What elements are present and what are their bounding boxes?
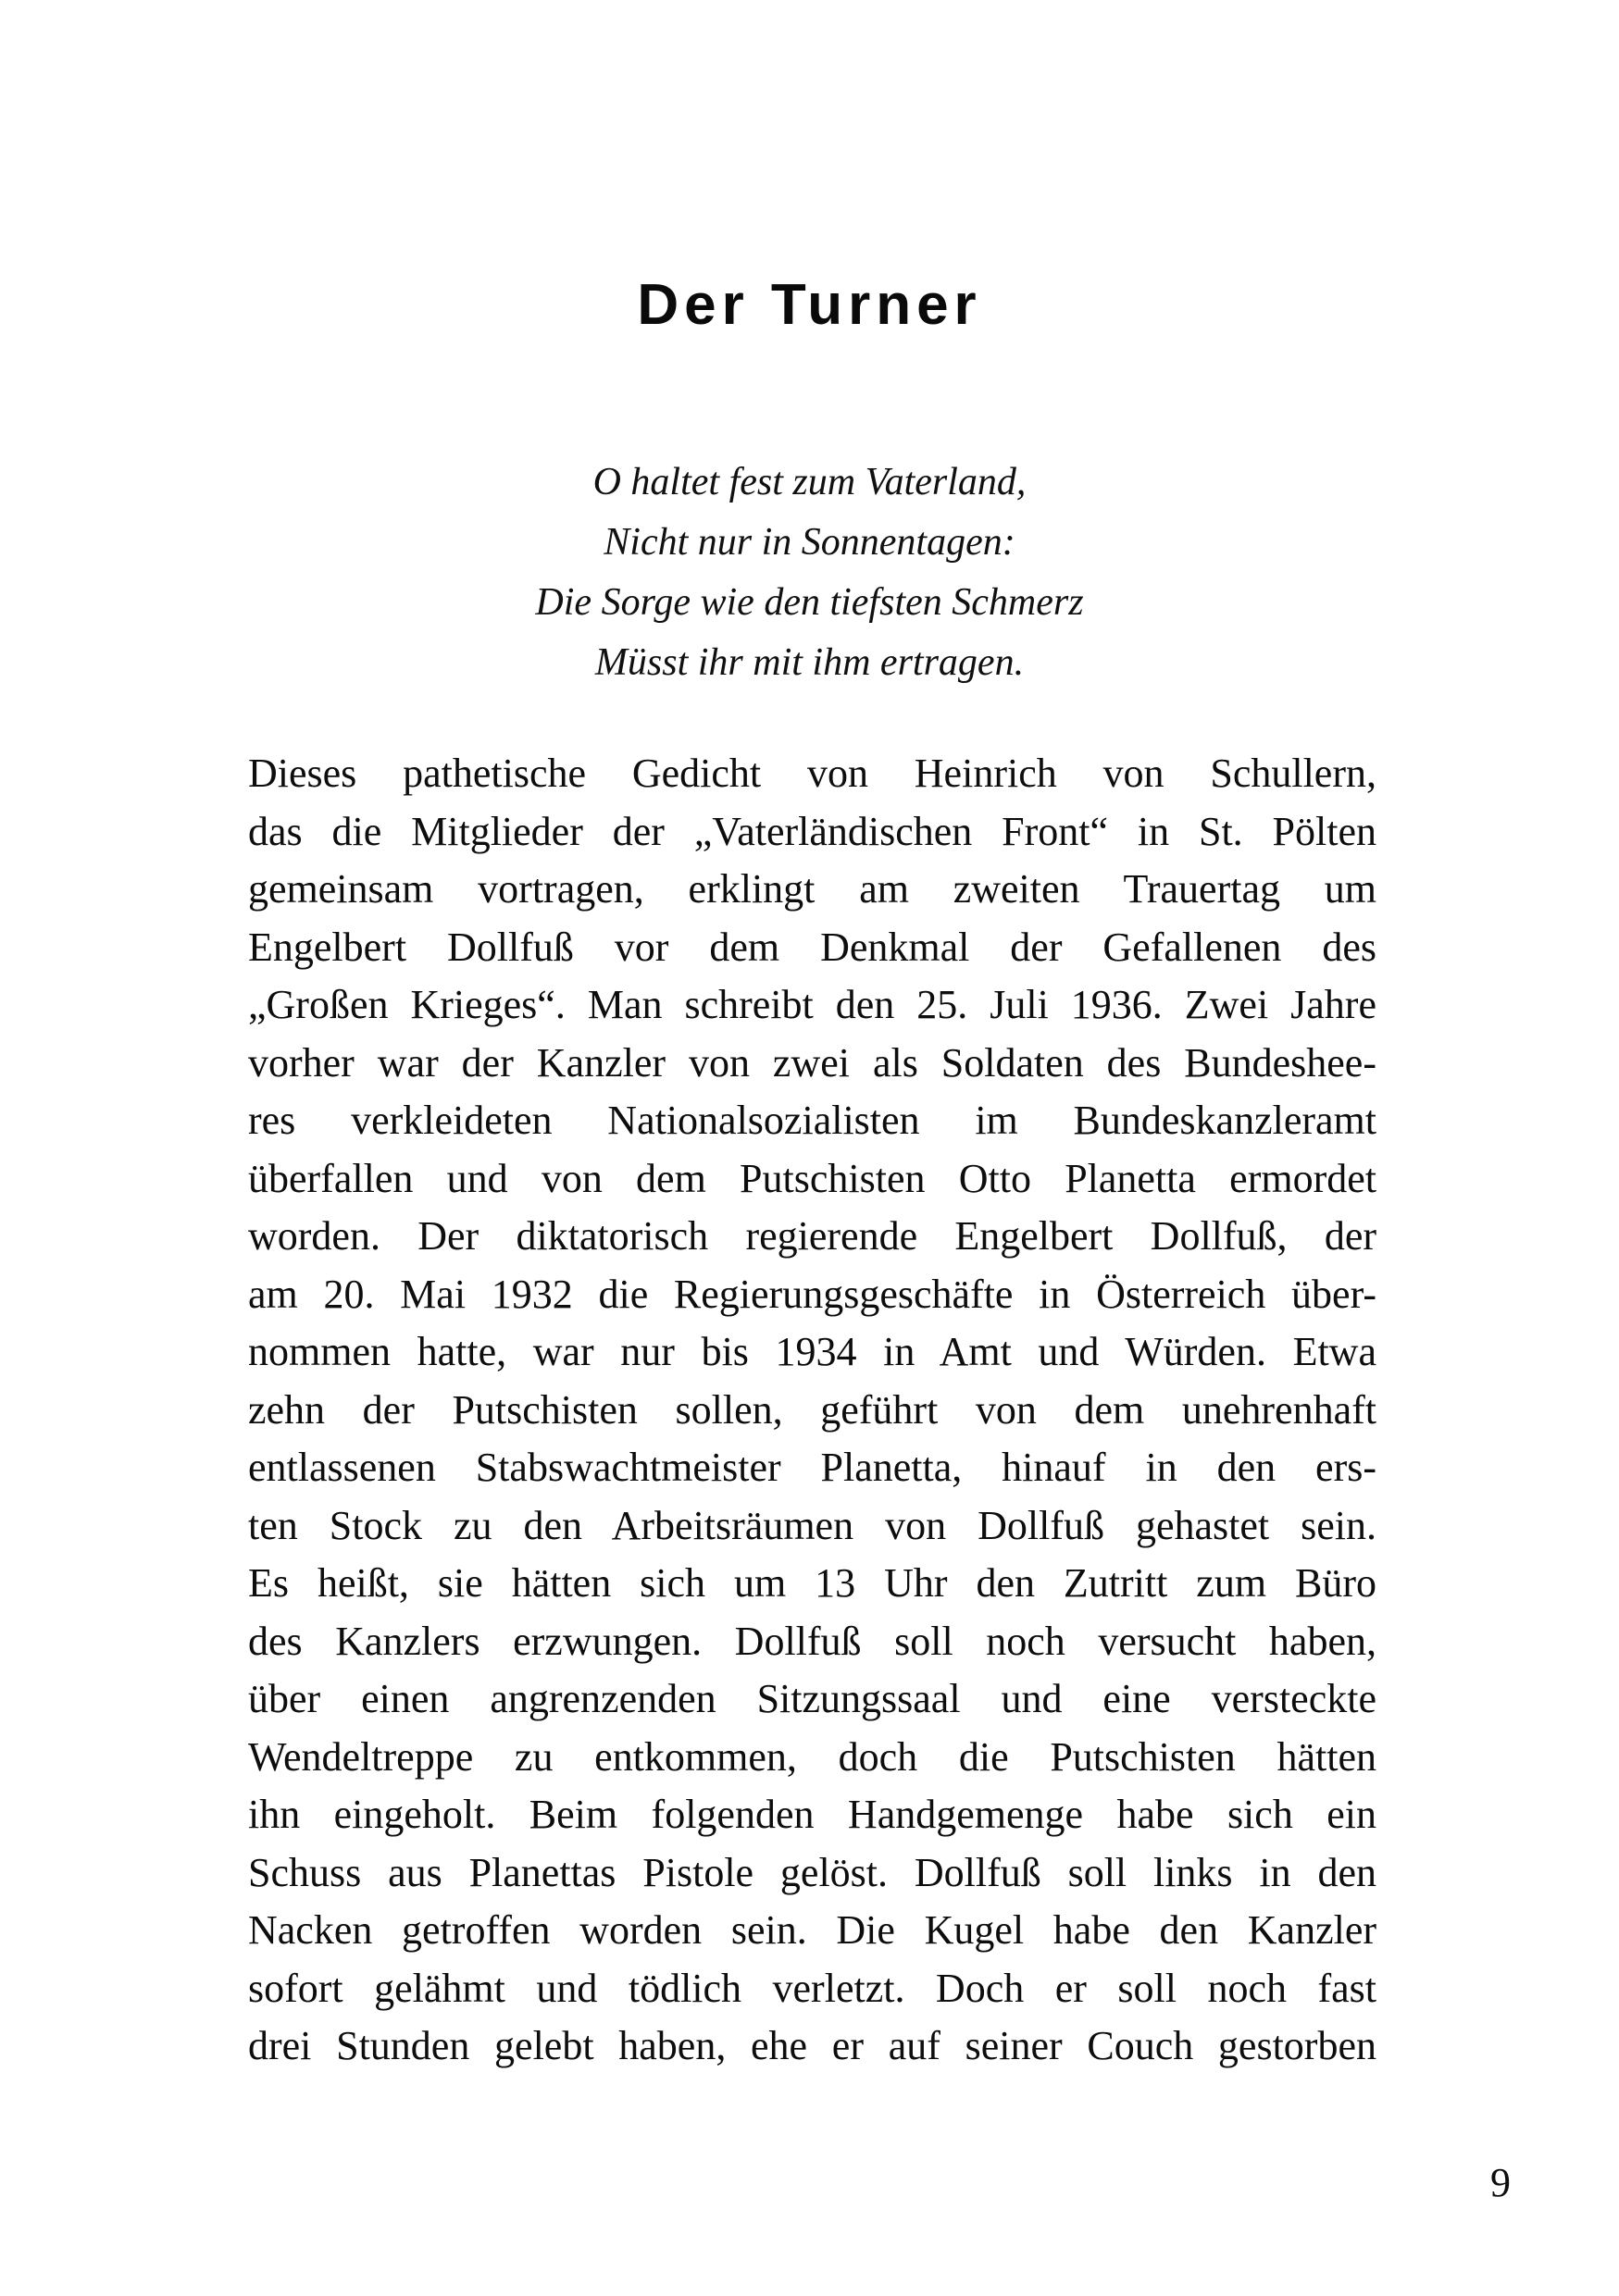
poem-line: Nicht nur in Sonnentagen: <box>604 521 1015 564</box>
body-line: drei Stunden gelebt haben, ehe er auf seiner Couch gestorben <box>248 2023 1376 2068</box>
body-line: das die Mitglieder der „Vaterländischen Front“ in St. Pölten <box>248 808 1376 854</box>
body-line: vorher war der Kanzler von zwei als Soldaten des Bundeshee- <box>248 1039 1376 1086</box>
poem-line: Müsst ihr mit ihm ertragen. <box>594 641 1025 684</box>
chapter-title: Der Turner <box>637 273 982 337</box>
body-line: res verkleideten Nationalsozialisten im Bundeskanzleramt <box>248 1098 1376 1143</box>
poem-line: Die Sorge wie den tiefsten Schmerz <box>535 581 1084 624</box>
body-line: „Großen Krieges“. Man schreibt den 25. Juli 1936. Zwei Jahre <box>248 982 1376 1027</box>
body-line: am 20. Mai 1932 die Regierungsgeschäfte in Österreich über- <box>248 1271 1376 1317</box>
body-line: über einen angrenzenden Sitzungssaal und eine versteckte <box>248 1676 1376 1721</box>
body-line: ten Stock zu den Arbeitsräumen von Dollfuß gehastet sein. <box>248 1502 1376 1548</box>
body-line: Wendeltreppe zu entkommen, doch die Putschisten hätten <box>248 1733 1376 1780</box>
body-line: überfallen und von dem Putschisten Otto Planetta ermordet <box>248 1155 1376 1201</box>
poem-line: O haltet fest zum Vaterland, <box>592 461 1027 503</box>
body-line: ihn eingeholt. Beim folgenden Handgemenge habe sich ein <box>248 1792 1376 1837</box>
body-line: zehn der Putschisten sollen, geführt von dem unehrenhaft <box>248 1386 1376 1433</box>
epigraph-poem <box>0 453 1619 693</box>
body-line: Engelbert Dollfuß vor dem Denkmal der Gefallenen des <box>248 924 1376 970</box>
body-paragraph <box>248 745 1376 2076</box>
body-line: nommen hatte, war nur bis 1934 in Amt und Würden. Etwa <box>248 1329 1376 1374</box>
body-line: Es heißt, sie hätten sich um 13 Uhr den Zutritt zum Büro <box>248 1560 1376 1606</box>
body-line: Nacken getroffen worden sein. Die Kugel habe den Kanzler <box>248 1907 1376 1953</box>
body-line: entlassenen Stabswachtmeister Planetta, hinauf in den ers- <box>248 1445 1376 1490</box>
body-line: gemeinsam vortragen, erklingt am zweiten Trauertag um <box>248 866 1376 912</box>
page-number: 9 <box>1490 2160 1511 2205</box>
body-line: worden. Der diktatorisch regierende Engelbert Dollfuß, der <box>248 1213 1376 1259</box>
body-line: Dieses pathetische Gedicht von Heinrich von Schullern, <box>248 751 1376 796</box>
body-line: des Kanzlers erzwungen. Dollfuß soll noch versucht haben, <box>248 1618 1376 1664</box>
body-line: Schuss aus Planettas Pistole gelöst. Dollfuß soll links in den <box>248 1849 1376 1895</box>
body-line: sofort gelähmt und tödlich verletzt. Doch er soll noch fast <box>248 1965 1376 2011</box>
